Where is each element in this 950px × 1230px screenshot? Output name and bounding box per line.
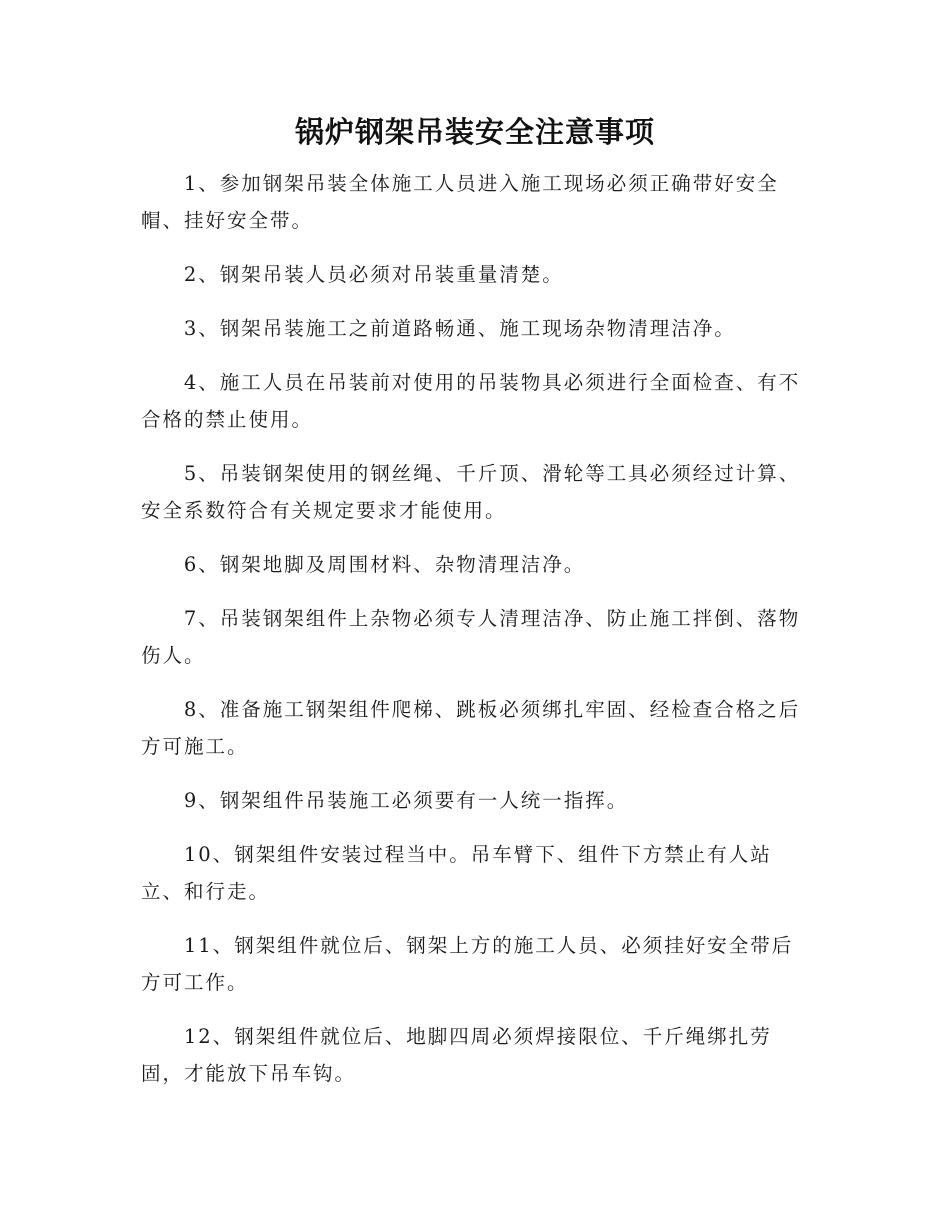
paragraph-12: 12、钢架组件就位后、地脚四周必须焊接限位、千斤绳绑扎劳固，才能放下吊车钩。 [141,1025,772,1085]
paragraph-10: 10、钢架组件安装过程当中。吊车臂下、组件下方禁止有人站立、和行走。 [141,843,772,903]
paragraph-3: 3、钢架吊装施工之前道路畅通、施工现场杂物清理洁净。 [183,317,736,340]
paragraph-8: 8、准备施工钢架组件爬梯、跳板必须绑扎牢固、经检查合格之后方可施工。 [141,698,801,758]
paragraph-7: 7、吊装钢架组件上杂物必须专人清理洁净、防止施工拌倒、落物伤人。 [141,607,801,667]
paragraph-4: 4、施工人员在吊装前对使用的吊装物具必须进行全面检查、有不合格的禁止使用。 [141,371,801,431]
paragraph-1: 1、参加钢架吊装全体施工人员进入施工现场必须正确带好安全帽、挂好安全带。 [141,172,779,232]
paragraph-9: 9、钢架组件吊装施工必须要有一人统一指挥。 [183,789,629,812]
paragraph-11: 11、钢架组件就位后、钢架上方的施工人员、必须挂好安全带后方可工作。 [141,934,794,994]
paragraph-5: 5、吊装钢架使用的钢丝绳、千斤顶、滑轮等工具必须经过计算、安全系数符合有关规定要求才能使用。 [141,462,801,522]
paragraph-2: 2、钢架吊装人员必须对吊装重量清楚。 [183,263,564,286]
document-title: 锅炉钢架吊装安全注意事项 [294,115,655,149]
paragraph-6: 6、钢架地脚及周围材料、杂物清理洁净。 [183,553,586,576]
document-body [141,165,811,1109]
